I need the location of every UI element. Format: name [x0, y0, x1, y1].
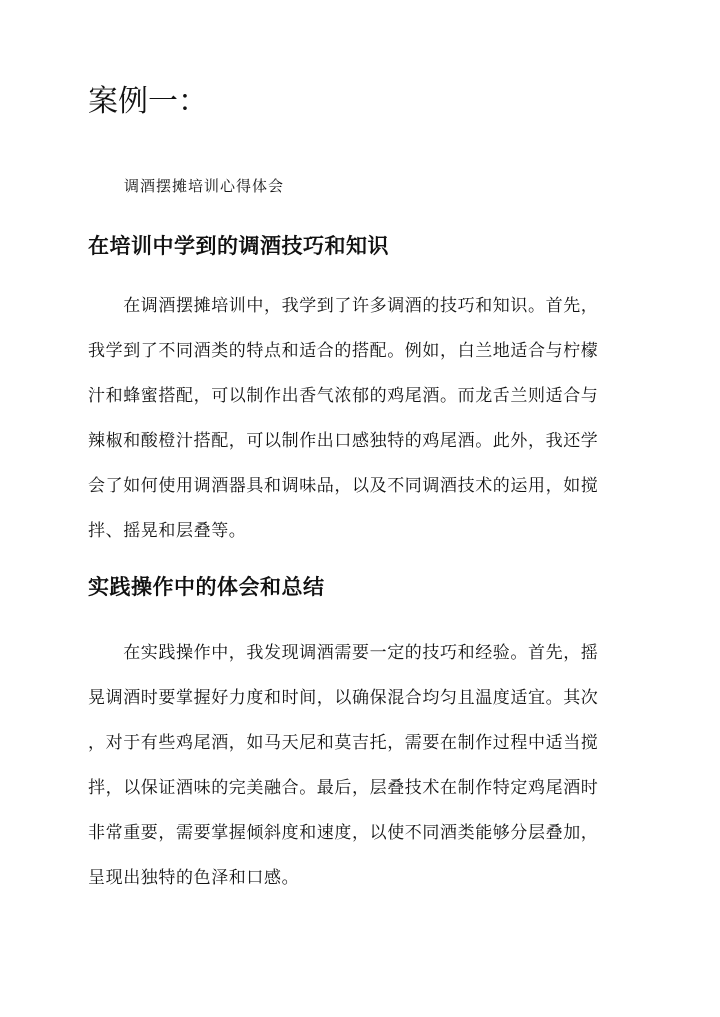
paragraph-line: 拌，以保证酒味的完美融合。最后，层叠技术在制作特定鸡尾酒时 [88, 778, 599, 798]
paragraph-line: ，对于有些鸡尾酒，如马天尼和莫吉托，需要在制作过程中适当搅 [88, 733, 599, 753]
paragraph-line: 在调酒摆摊培训中，我学到了许多调酒的技巧和知识。首先， [88, 296, 599, 316]
paragraph-line: 我学到了不同酒类的特点和适合的搭配。例如，白兰地适合与柠檬 [88, 341, 599, 361]
paragraph-line: 晃调酒时要掌握好力度和时间，以确保混合均匀且温度适宜。其次 [88, 688, 599, 708]
paragraph-line: 汁和蜂蜜搭配，可以制作出香气浓郁的鸡尾酒。而龙舌兰则适合与 [88, 386, 599, 406]
paragraph-line: 非常重要，需要掌握倾斜度和速度，以使不同酒类能够分层叠加， [88, 823, 599, 843]
section-heading-training-knowledge: 在培训中学到的调酒技巧和知识 [88, 233, 389, 258]
paragraph-line: 辣椒和酸橙汁搭配，可以制作出口感独特的鸡尾酒。此外，我还学 [88, 431, 599, 451]
paragraph-training-knowledge [88, 284, 633, 554]
case-title: 案例一： [88, 84, 208, 119]
paragraph-practice-summary [88, 631, 633, 901]
paragraph-line: 拌、摇晃和层叠等。 [88, 521, 247, 541]
paragraph-line: 呈现出独特的色泽和口感。 [88, 868, 300, 888]
section-heading-practice-summary: 实践操作中的体会和总结 [88, 574, 325, 599]
paragraph-line: 会了如何使用调酒器具和调味品，以及不同调酒技术的运用，如搅 [88, 476, 599, 496]
paragraph-line: 在实践操作中，我发现调酒需要一定的技巧和经验。首先，摇 [88, 643, 599, 663]
document-subtitle: 调酒摆摊培训心得体会 [124, 177, 285, 195]
